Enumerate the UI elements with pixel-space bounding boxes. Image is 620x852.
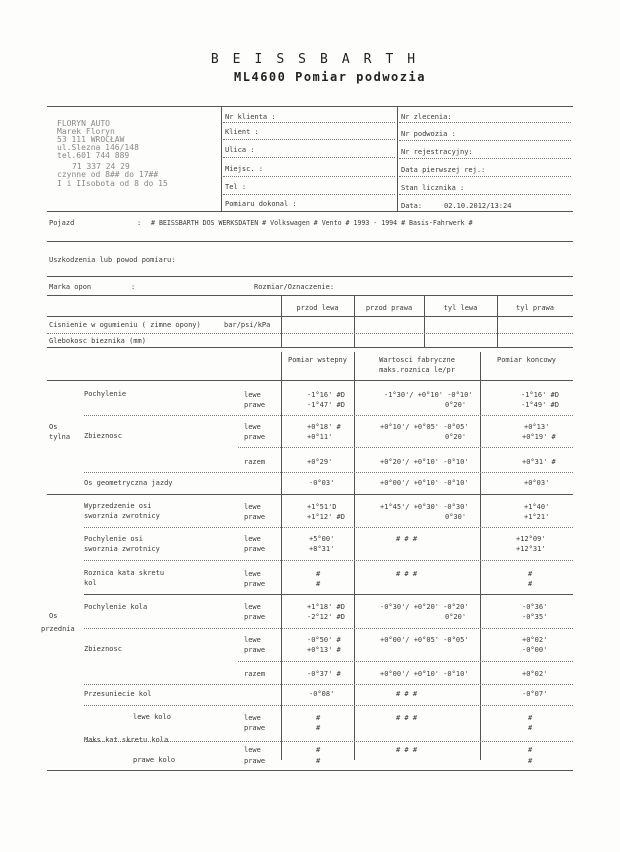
side-left: lewe xyxy=(244,423,261,431)
toe-front-right-final: -0°00' xyxy=(522,646,548,654)
damage-label: Uszkodzenia lub powod pomiaru: xyxy=(49,256,176,264)
tod-right-final: # xyxy=(528,580,533,588)
caster-label-2: sworznia zwrotnicy xyxy=(84,512,160,520)
side-left: lewe xyxy=(244,535,261,543)
setback-factory: # # # xyxy=(396,690,418,698)
caster-factory: +1°45'/ +0°30' -0°30' xyxy=(380,503,469,511)
col-initial: Pomiar wstepny xyxy=(287,356,347,364)
caster-right-final: +1°21' xyxy=(524,513,550,521)
caster-factory-diff: 0°30' xyxy=(445,513,467,521)
rear-axle-label-b: tylna xyxy=(49,433,71,441)
max-right-right-initial: # xyxy=(316,757,321,765)
camber-rear-factory-diff: 0°20' xyxy=(445,401,467,409)
caster-right-initial: +1°12' #D xyxy=(307,513,345,521)
kpi-right-final: +12°31' xyxy=(516,545,546,553)
toe-rear-factory-diff: 0°20' xyxy=(445,433,467,441)
toe-front-total-factory: +0°00'/ +0°10' -0°10' xyxy=(380,670,469,678)
side-right: prawe xyxy=(244,513,266,521)
brand-title: BEISSBARTH xyxy=(210,52,430,67)
max-right-wheel-label: prawe kolo xyxy=(133,756,176,764)
tod-factory: # # # xyxy=(396,570,418,578)
side-left: lewe xyxy=(244,746,261,754)
toe-front-left-initial: -0°50' # xyxy=(307,636,341,644)
toe-rear-left-initial: +0°18' # xyxy=(307,423,341,431)
address-line: I i IIsobota od 8 do 15 xyxy=(57,179,168,188)
address-line: FLORYN AUTO xyxy=(57,119,110,128)
camber-front-factory: -0°30'/ +0°20' -0°20' xyxy=(380,603,469,611)
caster-left-initial: +1°51'D xyxy=(307,503,337,511)
kpi-factory: # # # xyxy=(396,535,418,543)
address-line: Marek Floryn xyxy=(57,127,115,136)
geo-axis-initial: -0°03' xyxy=(309,479,335,487)
side-right: prawe xyxy=(244,757,266,765)
toe-rear-right-initial: +0°11' xyxy=(307,433,333,441)
col-front-right: przod prawa xyxy=(365,304,413,312)
tire-separator: : xyxy=(131,283,136,291)
camber-rear-left-final: -1°16' #D xyxy=(521,391,559,399)
col-rear-left: tyl lewa xyxy=(443,304,478,312)
max-left-wheel-label: lewe kolo xyxy=(133,713,171,721)
date-value: 02.10.2012/13:24 xyxy=(444,202,512,210)
col-front-left: przod lewa xyxy=(296,304,339,312)
max-left-factory: # # # xyxy=(396,714,418,722)
max-steering-title: Maks.kat skretu kola xyxy=(84,736,169,744)
kpi-label-2: sworznia zwrotnicy xyxy=(84,545,160,553)
max-left-left-initial: # xyxy=(316,714,321,722)
camber-front-right-final: -0°35' xyxy=(522,613,548,621)
toe-rear-left-final: +0°13' xyxy=(524,423,550,431)
tread-label: Glebokosc bieznika (mm) xyxy=(49,337,146,345)
tod-label-1: Roznica kata skretu xyxy=(84,569,165,577)
side-right: prawe xyxy=(244,613,266,621)
address-line: 53 111 WROCŁAW xyxy=(57,135,125,144)
setback-initial: -0°08' xyxy=(309,690,335,698)
camber-front-factory-diff: 0°20' xyxy=(445,613,467,621)
camber-rear-right-final: -1°49' #D xyxy=(521,401,559,409)
max-left-right-initial: # xyxy=(316,724,321,732)
camber-rear-factory: -1°30'/ +0°10' -0°10' xyxy=(384,391,473,399)
toe-rear-right-final: +0°19' # xyxy=(522,433,556,441)
vehicle-label: Pojazd xyxy=(49,219,75,227)
setback-final: -0°07' xyxy=(522,690,548,698)
camber-rear-label: Pochylenie xyxy=(84,390,127,398)
camber-rear-right-initial: -1°47' #D xyxy=(307,401,345,409)
tod-left-final: # xyxy=(528,570,533,578)
rear-axle-label-a: Os xyxy=(49,423,58,431)
max-left-right-final: # xyxy=(528,724,533,732)
toe-front-right-initial: +0°13' # xyxy=(307,646,341,654)
geo-axis-label: Os geometryczna jazdy xyxy=(84,479,173,487)
col-final: Pomiar koncowy xyxy=(496,356,556,364)
toe-front-total-initial: -0°37' # xyxy=(307,670,341,678)
first-registration-label: Data pierwszej rej.: xyxy=(401,166,486,174)
max-right-right-final: # xyxy=(528,757,533,765)
side-left: lewe xyxy=(244,503,261,511)
col-factory: Wartosci fabryczne xyxy=(379,356,455,364)
side-right: prawe xyxy=(244,646,266,654)
side-left: lewe xyxy=(244,603,261,611)
side-total: razem xyxy=(244,670,266,678)
order-number-label: Nr zlecenia: xyxy=(401,113,452,121)
odometer-label: Stan licznika : xyxy=(401,184,465,192)
toe-front-label: Zbieznosc xyxy=(84,645,122,653)
kpi-label-1: Pochylenie osi xyxy=(84,535,144,543)
toe-rear-total-final: +0°31' # xyxy=(522,458,556,466)
side-total: razem xyxy=(244,458,266,466)
client-label: Klient : xyxy=(225,128,259,136)
pressure-label: Cisnienie w ogumieniu ( zimne opony) xyxy=(49,321,201,329)
toe-rear-factory: +0°10'/ +0°05' -0°05' xyxy=(380,423,469,431)
col-factory-sub: maks.roznica le/pr xyxy=(379,366,455,374)
max-left-left-final: # xyxy=(528,714,533,722)
kpi-right-initial: +8°31' xyxy=(309,545,335,553)
address-line: ul.Slezna 146/148 xyxy=(57,143,139,152)
geo-axis-final: +0°03' xyxy=(524,479,550,487)
pressure-unit: bar/psi/kPa xyxy=(224,321,271,329)
setback-label: Przesuniecie kol xyxy=(84,690,152,698)
camber-front-right-initial: -2°12' #D xyxy=(307,613,345,621)
vehicle-value: # BEISSBARTH DOS WERKSDATEN # Volkswagen # Vento # 1993 - 1994 # Basis-Fahrwerk # xyxy=(151,219,473,227)
kpi-left-initial: +5°00' xyxy=(309,535,335,543)
document-subtitle: ML4600 Pomiar podwozia xyxy=(234,70,426,84)
caster-left-final: +1°40' xyxy=(524,503,550,511)
camber-front-label: Pochylenie kola xyxy=(84,603,148,611)
side-left: lewe xyxy=(244,636,261,644)
side-left: lewe xyxy=(244,714,261,722)
kpi-left-final: +12°09' xyxy=(516,535,546,543)
address-line: tel.601 744 889 xyxy=(57,151,130,160)
side-right: prawe xyxy=(244,545,266,553)
col-rear-right: tyl prawa xyxy=(516,304,554,312)
toe-front-left-final: +0°02' xyxy=(522,636,548,644)
caster-label-1: Wyprzedzenie osi xyxy=(84,502,152,510)
front-axle-label-b: przednia xyxy=(41,625,75,633)
side-right: prawe xyxy=(244,433,266,441)
toe-front-factory: +0°00'/ +0°05' -0°05' xyxy=(380,636,469,644)
tod-left-initial: # xyxy=(316,570,321,578)
toe-rear-label: Zbieznosc xyxy=(84,432,122,440)
toe-rear-total-factory: +0°20'/ +0°10' -0°10' xyxy=(380,458,469,466)
date-label: Data: xyxy=(401,202,423,210)
geo-axis-factory: +0°00'/ +0°10' -0°10' xyxy=(380,479,469,487)
camber-rear-left-initial: -1°16' #D xyxy=(307,391,345,399)
phone-label: Tel : xyxy=(225,183,247,191)
address-line: czynne od 8## do 17## xyxy=(57,170,159,179)
side-right: prawe xyxy=(244,724,266,732)
side-left: lewe xyxy=(244,391,261,399)
max-right-left-initial: # xyxy=(316,746,321,754)
side-left: lewe xyxy=(244,570,261,578)
address-line: 71 337 24 29 xyxy=(72,162,130,171)
camber-front-left-initial: +1°18' #D xyxy=(307,603,345,611)
tire-size-label: Rozmiar/Oznaczenie: xyxy=(254,283,335,291)
side-right: prawe xyxy=(244,580,266,588)
max-right-left-final: # xyxy=(528,746,533,754)
vehicle-separator: : xyxy=(137,219,142,227)
street-label: Ulica : xyxy=(225,146,255,154)
toe-front-total-final: +0°02' xyxy=(522,670,548,678)
front-axle-label-a: Os xyxy=(49,612,58,620)
chassis-number-label: Nr podwozia : xyxy=(401,130,456,138)
tod-right-initial: # xyxy=(316,580,321,588)
tire-brand-label: Marka opon xyxy=(49,283,92,291)
max-right-factory: # # # xyxy=(396,746,418,754)
toe-rear-total-initial: +0°29' xyxy=(307,458,333,466)
camber-front-left-final: -0°36' xyxy=(522,603,548,611)
city-label: Miejsc. : xyxy=(225,165,263,173)
side-right: prawe xyxy=(244,401,266,409)
tod-label-2: kol xyxy=(84,579,97,587)
measured-by-label: Pomiaru dokonal : xyxy=(225,200,297,208)
client-number-label: Nr klienta : xyxy=(225,113,276,121)
registration-label: Nr rejestracyjny: xyxy=(401,148,473,156)
